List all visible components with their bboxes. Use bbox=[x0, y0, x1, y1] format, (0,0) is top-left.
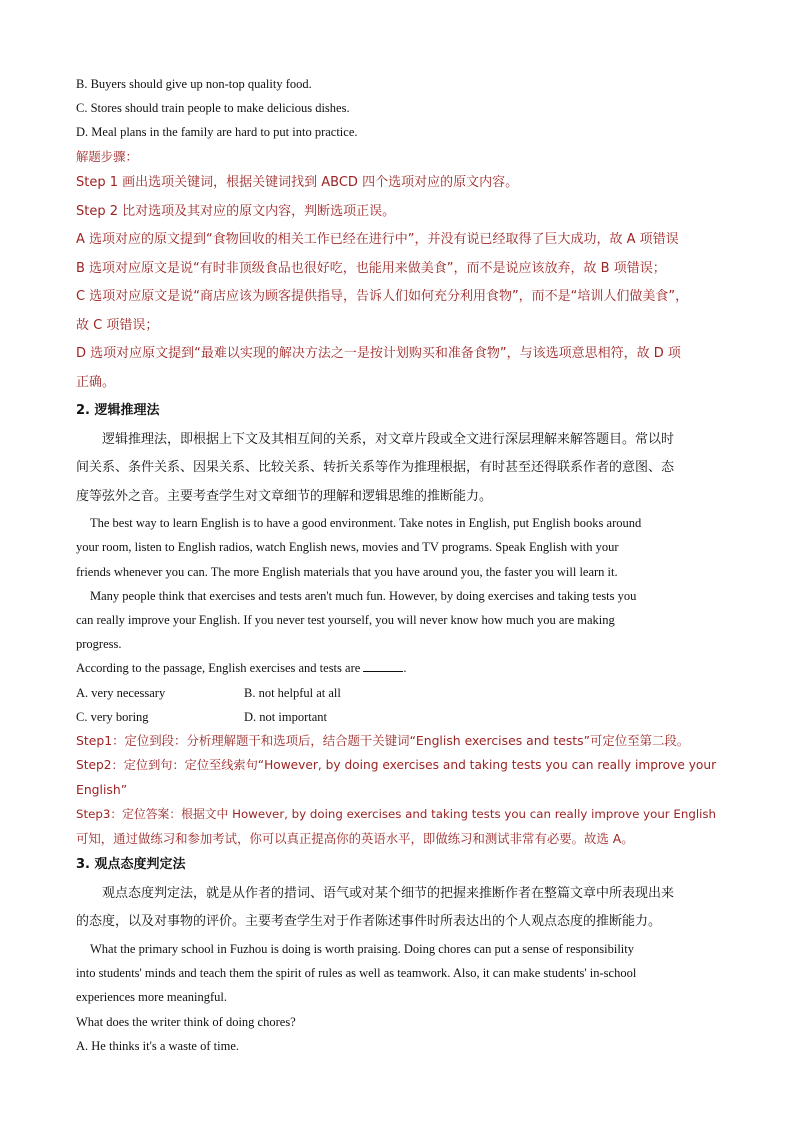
option-c: C. Stores should train people to make delicious dishes. bbox=[76, 101, 350, 116]
step-2: Step 2 比对选项及其对应的原文内容，判断选项正误。 bbox=[76, 203, 396, 219]
section3-desc-line2: 的态度，以及对事物的评价。主要考查学生对于作者陈述事件时所表达出的个人观点态度的推断能力。 bbox=[76, 914, 662, 930]
document-page bbox=[76, 72, 718, 1058]
question3-option-a: A. He thinks it's a waste of time. bbox=[76, 1038, 239, 1053]
passage-p2-line3: progress. bbox=[76, 637, 122, 652]
section-heading-logic: 2. 逻辑推理法 bbox=[76, 403, 160, 419]
question-text: According to the passage, English exercises and tests are bbox=[76, 661, 361, 676]
solution-step1: Step1：定位到段：分析理解题干和选项后，结合题干关键词“English exercises and tests”可定位至第二段。 bbox=[76, 732, 690, 748]
passage-p1-line3: friends whenever you can. The more English materials that you have around you, the faster you will learn it. bbox=[76, 564, 618, 579]
answer-blank bbox=[363, 659, 403, 672]
passage3-line1: What the primary school in Fuzhou is doing is worth praising. Doing chores can put a sense of responsibility bbox=[90, 941, 635, 956]
option-a: A. very necessary bbox=[76, 685, 166, 700]
passage3-line2: into students' minds and teach them the spirit of rules as well as teamwork. Also, it can make students' in-school bbox=[76, 966, 637, 981]
question-stem bbox=[76, 656, 718, 680]
section3-desc-line1: 观点态度判定法，就是从作者的措词、语气或对某个细节的把握来推断作者在整篇文章中所表现出来 bbox=[102, 885, 675, 901]
option-b: B. Buyers should give up non-top quality food. bbox=[76, 77, 312, 91]
section2-desc-line3: 度等弦外之音。主要考查学生对文章细节的理解和逻辑思维的推断能力。 bbox=[76, 488, 493, 504]
analysis-d-line2: 正确。 bbox=[76, 374, 116, 390]
passage-p2-line2: can really improve your English. If you never test yourself, you will never know how much you are making bbox=[76, 612, 615, 627]
analysis-a: A 选项对应的原文提到“食物回收的相关工作已经在进行中”，并没有说已经取得了巨大成功，故 A 项错误 bbox=[76, 232, 679, 248]
passage-p2-line1: Many people think that exercises and tests aren't much fun. However, by doing exercises and taking tests you bbox=[90, 588, 637, 603]
option-d: D. not important bbox=[244, 709, 327, 724]
analysis-d-line1: D 选项对应原文提到“最难以实现的解决方法之一是按计划购买和准备食物”，与该选项意思相符，故 D 项 bbox=[76, 346, 681, 362]
solution-step2-line2: English” bbox=[76, 781, 128, 797]
steps-heading: 解题步骤： bbox=[76, 148, 138, 164]
step-1: Step 1 画出选项关键词，根据关键词找到 ABCD 四个选项对应的原文内容。 bbox=[76, 175, 519, 191]
option-c: C. very boring bbox=[76, 709, 149, 724]
options-row-2 bbox=[76, 705, 718, 729]
solution-step2-line1: Step2：定位到句：定位至线索句“However, by doing exercises and taking tests you can really improve your bbox=[76, 758, 717, 773]
passage3-line3: experiences more meaningful. bbox=[76, 990, 227, 1005]
options-row-1 bbox=[76, 681, 718, 705]
option-b: B. not helpful at all bbox=[244, 685, 341, 700]
solution-step3-line2: 可知，通过做练习和参加考试，你可以真正提高你的英语水平，即做练习和测试非常有必要。故选 A。 bbox=[76, 830, 634, 846]
section2-desc-line2: 间关系、条件关系、因果关系、比较关系、转折关系等作为推理根据，有时甚至还得联系作者的意图、态 bbox=[76, 460, 675, 476]
solution-step3-line1: Step3：定位答案：根据文中 However, by doing exercises and taking tests you can really improve your English bbox=[76, 807, 716, 822]
section-heading-attitude: 3. 观点态度判定法 bbox=[76, 857, 186, 873]
option-d: D. Meal plans in the family are hard to put into practice. bbox=[76, 125, 358, 140]
question-end: . bbox=[403, 661, 407, 676]
passage-p1-line2: your room, listen to English radios, watch English news, movies and TV programs. Speak English with your bbox=[76, 540, 619, 555]
question3-stem: What does the writer think of doing chores? bbox=[76, 1014, 296, 1029]
analysis-c-line1: C 选项对应原文是说“商店应该为顾客提供指导，告诉人们如何充分利用食物”，而不是“培训人们做美食”， bbox=[76, 289, 689, 305]
passage-p1-line1: The best way to learn English is to have a good environment. Take notes in English, put English books around bbox=[90, 516, 642, 531]
analysis-b: B 选项对应原文是说“有时非顶级食品也很好吃，也能用来做美食”，而不是说应该放弃，故 B 项错误； bbox=[76, 260, 666, 276]
analysis-c-line2: 故 C 项错误； bbox=[76, 317, 159, 333]
section2-desc-line1: 逻辑推理法，即根据上下文及其相互间的关系，对文章片段或全文进行深层理解来解答题目。常以时 bbox=[102, 431, 675, 447]
